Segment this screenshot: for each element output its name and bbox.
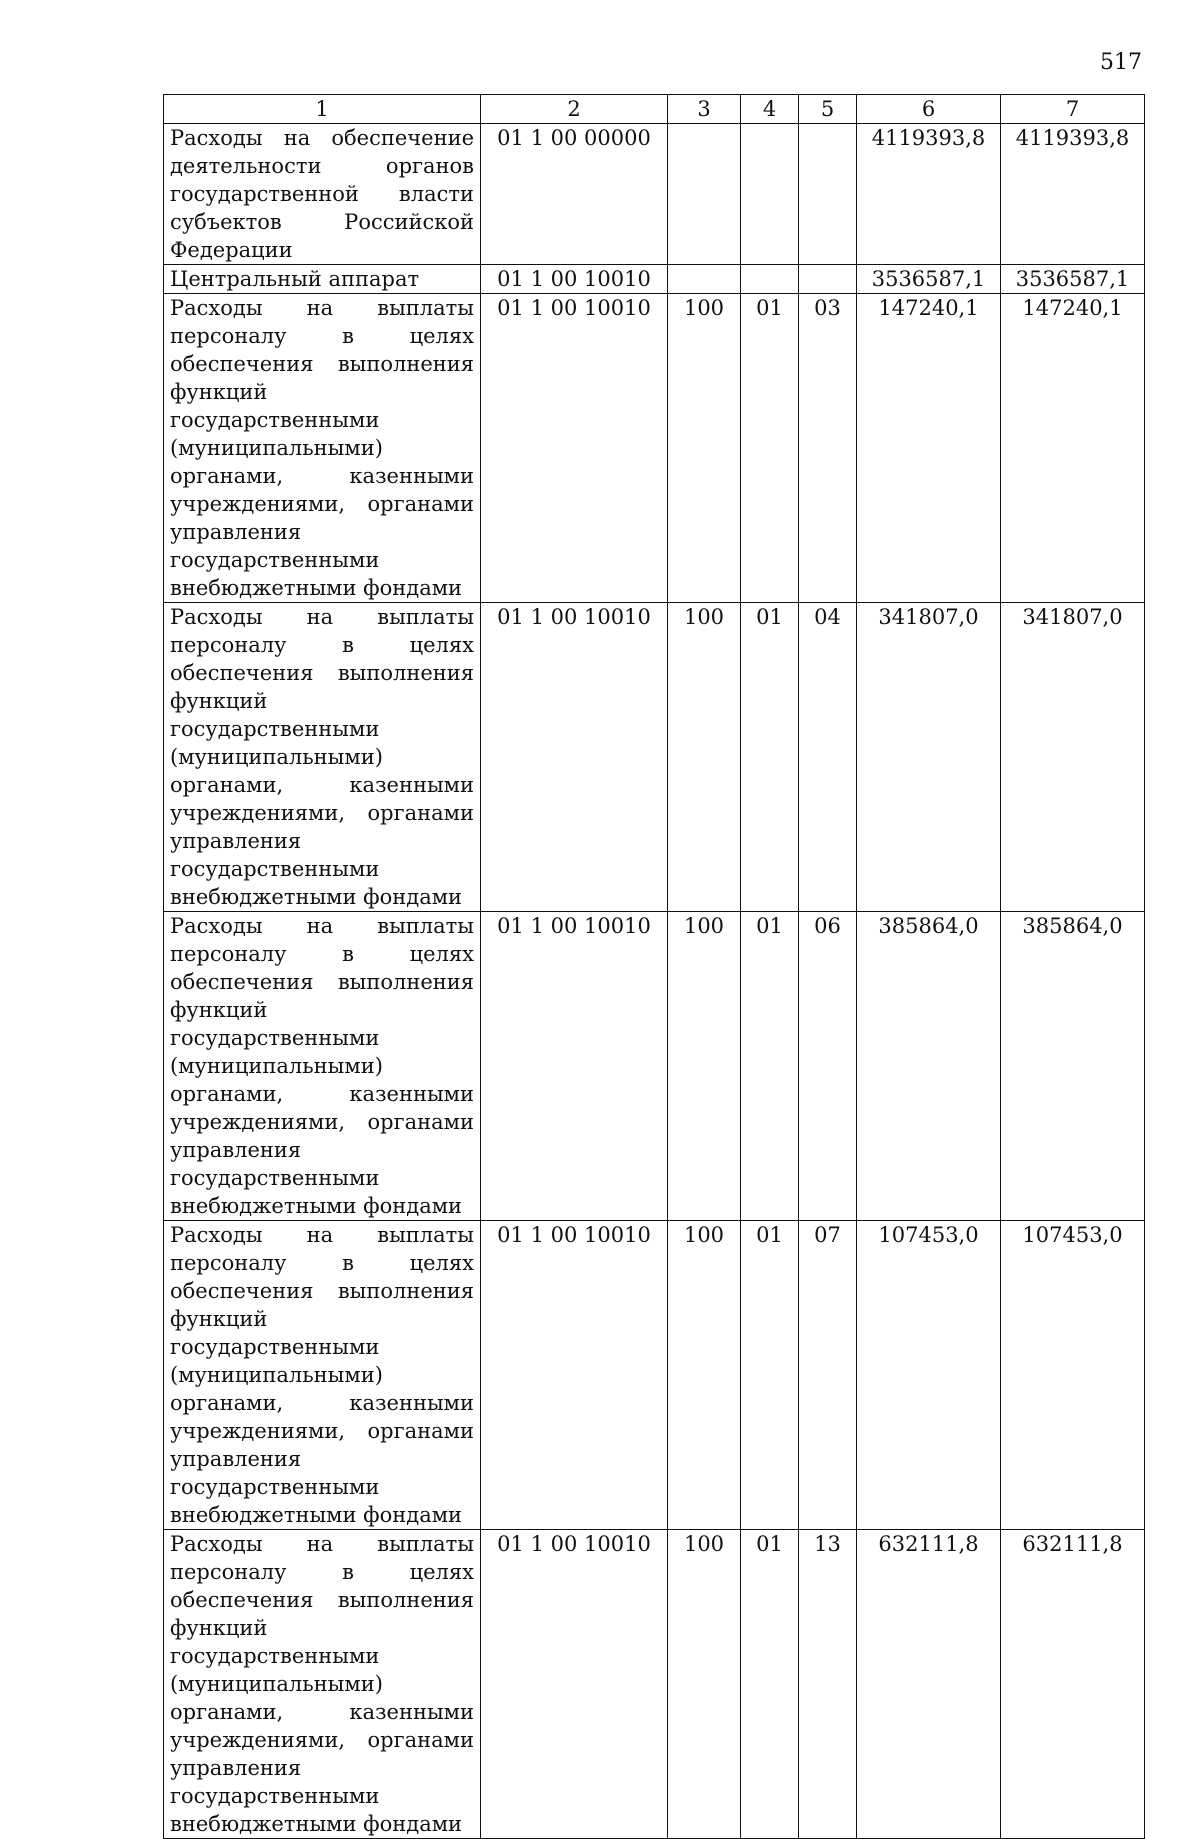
row-amount-2: 341807,0	[1001, 603, 1145, 912]
row-amount-2: 147240,1	[1001, 294, 1145, 603]
table-row	[164, 1530, 1145, 1839]
row-description: Расходы на выплаты персоналу в целях обеспечения выполнения функций государственными (муниципальными) органами, казенными учреждениями, органами управления государственными внебюджетными фондами	[164, 1530, 481, 1839]
row-description: Расходы на обеспечение деятельности органов государственной власти субъектов Российской Федерации	[164, 124, 481, 265]
row-expense-type	[668, 265, 741, 294]
row-description: Расходы на выплаты персоналу в целях обеспечения выполнения функций государственными (муниципальными) органами, казенными учреждениями, органами управления государственными внебюджетными фондами	[164, 912, 481, 1221]
row-subsection: 03	[799, 294, 857, 603]
row-expense-type: 100	[668, 1530, 741, 1839]
row-amount-1: 107453,0	[857, 1221, 1001, 1530]
row-section: 01	[741, 1221, 799, 1530]
row-subsection	[799, 265, 857, 294]
row-target-code: 01 1 00 10010	[481, 603, 668, 912]
row-expense-type: 100	[668, 294, 741, 603]
column-header-5: 5	[799, 95, 857, 124]
row-expense-type: 100	[668, 912, 741, 1221]
row-target-code: 01 1 00 10010	[481, 265, 668, 294]
row-subsection: 13	[799, 1530, 857, 1839]
row-amount-2: 632111,8	[1001, 1530, 1145, 1839]
row-expense-type: 100	[668, 603, 741, 912]
row-amount-1: 341807,0	[857, 603, 1001, 912]
table-header-row	[164, 95, 1145, 124]
row-amount-1: 3536587,1	[857, 265, 1001, 294]
column-header-1: 1	[164, 95, 481, 124]
row-description: Расходы на выплаты персоналу в целях обеспечения выполнения функций государственными (муниципальными) органами, казенными учреждениями, органами управления государственными внебюджетными фондами	[164, 1221, 481, 1530]
table-row	[164, 603, 1145, 912]
row-target-code: 01 1 00 10010	[481, 912, 668, 1221]
row-section: 01	[741, 912, 799, 1221]
row-description: Расходы на выплаты персоналу в целях обеспечения выполнения функций государственными (муниципальными) органами, казенными учреждениями, органами управления государственными внебюджетными фондами	[164, 294, 481, 603]
column-header-6: 6	[857, 95, 1001, 124]
page-number: 517	[1100, 50, 1142, 75]
column-header-2: 2	[481, 95, 668, 124]
table-row	[164, 912, 1145, 1221]
row-amount-1: 4119393,8	[857, 124, 1001, 265]
table-row	[164, 294, 1145, 603]
row-amount-1: 385864,0	[857, 912, 1001, 1221]
table-row	[164, 265, 1145, 294]
row-amount-1: 632111,8	[857, 1530, 1001, 1839]
row-section: 01	[741, 294, 799, 603]
row-section	[741, 265, 799, 294]
row-subsection: 07	[799, 1221, 857, 1530]
row-target-code: 01 1 00 10010	[481, 1221, 668, 1530]
row-description: Расходы на выплаты персоналу в целях обеспечения выполнения функций государственными (муниципальными) органами, казенными учреждениями, органами управления государственными внебюджетными фондами	[164, 603, 481, 912]
row-amount-2: 4119393,8	[1001, 124, 1145, 265]
row-target-code: 01 1 00 10010	[481, 294, 668, 603]
column-header-3: 3	[668, 95, 741, 124]
row-amount-2: 385864,0	[1001, 912, 1145, 1221]
row-expense-type: 100	[668, 1221, 741, 1530]
table-row	[164, 1221, 1145, 1530]
budget-table	[163, 94, 1145, 1839]
row-subsection: 04	[799, 603, 857, 912]
row-description: Центральный аппарат	[164, 265, 481, 294]
row-target-code: 01 1 00 00000	[481, 124, 668, 265]
row-subsection	[799, 124, 857, 265]
table-row	[164, 124, 1145, 265]
row-section: 01	[741, 603, 799, 912]
row-amount-1: 147240,1	[857, 294, 1001, 603]
row-amount-2: 107453,0	[1001, 1221, 1145, 1530]
row-amount-2: 3536587,1	[1001, 265, 1145, 294]
row-target-code: 01 1 00 10010	[481, 1530, 668, 1839]
row-section: 01	[741, 1530, 799, 1839]
column-header-7: 7	[1001, 95, 1145, 124]
row-subsection: 06	[799, 912, 857, 1221]
row-section	[741, 124, 799, 265]
row-expense-type	[668, 124, 741, 265]
column-header-4: 4	[741, 95, 799, 124]
